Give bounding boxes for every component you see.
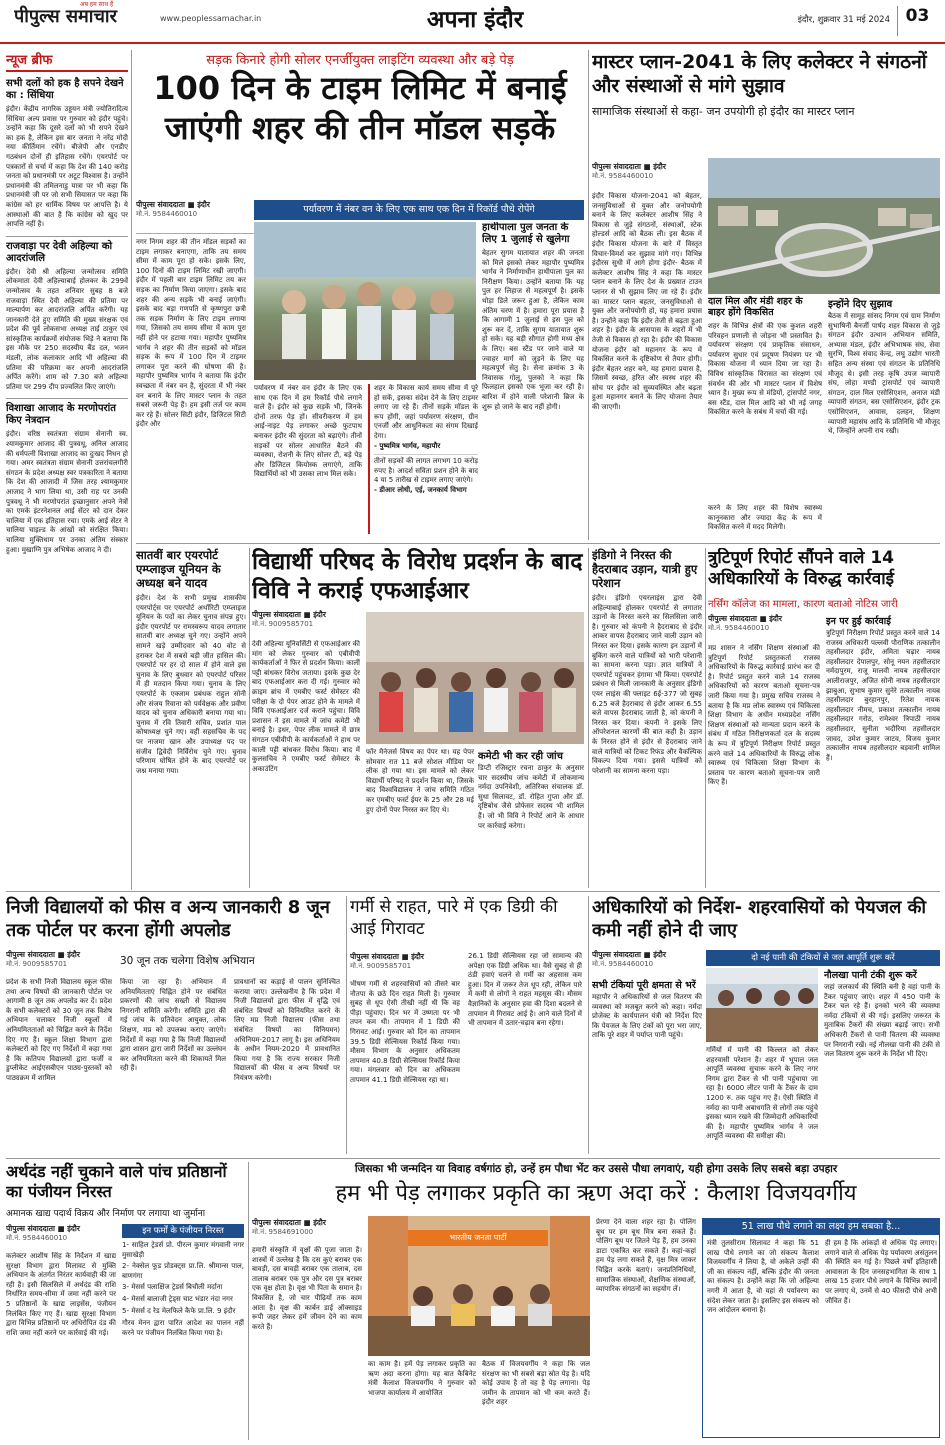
tax-list-head: इन फर्मों के पंजीयन निरस्त bbox=[122, 1224, 244, 1238]
tax-list-item: 4- मेसर्स बालाजी ट्रेड्स चाट भंडार नंदा नगर bbox=[122, 1294, 233, 1303]
logo-text: पीपुल्स समाचार bbox=[14, 6, 117, 27]
nursing-action-body: त्रुटिपूर्ण निरीक्षण रिपोर्ट प्रस्तुत करने वाले 14 राजस्व अधिकारी पल्लवी पौराणिक तत्कालीन तहसीलदार इंदौर, अमिता चढ़ार नायब तहसीलदार देपालपुर, सोनू नयन तहसीलदार नर्मदापुरम, राजू मालवी नायब तहसीलदार आलीराजपुर, अजित सोनी नायब तहसीलदार झाबुआ, सुभाष कुमार सुनेरे तत्कालीन नायब तहसीलदार बुरहानपुर, रितेश नायक तहसीलदार नीमच, प्रकाश तत्कालीन नायब तहसीलदार गरोठ, रामेश्वर त्रिपाठी नायब तहसीलदार, सुनीता भदौरिया तहसीलदार जावद, उमेश कुमार जाटव, विजय कुमार तत्कालीन नायब तहसीलदार बड़वानी शामिल हैं। bbox=[826, 629, 940, 762]
kailash-byline: पीपुल्स संवाददाता ■ इंदौर bbox=[252, 1218, 326, 1227]
water-headline: अधिकारियों को निर्देश- शहरवासियों को पेयजल की कमी नहीं होने दी जाए bbox=[592, 897, 927, 941]
brief-body-2: इंदौर। देवी श्री अहिल्या जन्मोत्सव समिति लोकमाता देवी अहिल्याबाई होलकर के 299वें जन्मोत्सव के तहत शनिवार सुबह 8 बजे राजवाड़ा स्थित देवी अहिल्या की प्रतिमा पर माल्यार्पण कर आदरांजलि अर्पित करेंगी। यह जानकारी देते हुए समिति की मुख्य संरक्षक एवं प्रदेश की पूर्व लोकसभा अध्यक्ष ताई ठाकुर एवं सांस्कृतिक कार्यक्रमों संयोजक भिड़े ने बताया कि इस मौके पर 250 सदस्यीय बैंड दल, भजन मंडली, लोक कलाकार आदि भी अहिल्या की प्रतिमा की परिक्रमा कर अपनी आदरांजलि अर्पित करेंगे। शाम को 7.30 बजे अहिल्या प्रतिमा पर 299 दीप प्रज्वलित किए जाएंगे। bbox=[6, 267, 128, 391]
story1-quote: शहर के विकास कार्य समय सीमा में पूरे हो सकें, इसका संदेश देने के लिए टाइमर लगाए जा रहे हैं। तीनों सड़के मॉडल के रूप होंगी, जहां पर्यावरण संरक्षण, ग्रीन एनर्जी और आधुनिकता का संगम दिखाई देगा। bbox=[374, 384, 478, 440]
weather-byline-box bbox=[350, 952, 460, 978]
master-plan-tail: करने के लिए शहर की विशेष स्वास्थ्य कानूनकारा और ज्यादा केंद्र के रूप में विकसित करने में मदद मिलेगी। bbox=[708, 504, 822, 532]
story1-col1: नगर निगम शहर की तीन मॉडल सड़कों का टाइम लगाकर बनाएगा, ताकि तय समय सीमा में काम पूरा हो सके। इसके लिए, 100 दिनों की टाइम लिमिट रखी जाएगी। इंदौर में पहली बार टाइम लिमिट तय कर सड़क का निर्माण किया जाएगा। इसके बाद शहर की अन्य सड़कें भी बनाई जाएंगी। इसके बाद बड़ा गणपति से कृष्णपुरा छत्री तक सड़क निर्माण के लिए टाइम लगाया गया, जिसको तय समय सीमा में काम पूरा नहीं होने पर हटाया गया। महापौर पुष्यमित्र भार्गव ने शहर की तीन सड़कों को मॉडल सड़क के रूप में 100 दिन में टाइमर लगाकर पूरा करने की घोषणा की है। महापौर पुष्यमित्र भार्गव ने बताया कि इंदौर स्वच्छता में नंबर वन है, सुंदरता में भी नंबर वन बनाने के लिए मास्टर प्लान के तहत सबसे जरूरी पेड़ हैं। हम इसी तर्ज पर काम कर रहे हैं। सोलर सिटी इंदौर, डिजिटल सिटी इंदौर और bbox=[136, 238, 246, 429]
story1-byline-box bbox=[136, 200, 256, 234]
kailash-box-head: 51 लाख पौधे लगाने का लक्ष्य हम सबका है... bbox=[703, 1219, 939, 1235]
tax-deck: अमानक खाद्य पदार्थ विक्रय और निर्माण पर लगाया था जुर्माना bbox=[6, 1209, 206, 1219]
water-meeting-art bbox=[706, 968, 818, 1042]
bjp-meeting-photo bbox=[368, 1216, 590, 1356]
brief-headline-3: विशाखा आजाद के मरणोपरांत किए नेत्रदान bbox=[6, 403, 116, 427]
kailash-byline-box bbox=[252, 1218, 362, 1244]
tax-list-item: 5- मेसर्स द रेड मेलफिले कैफे प्रा.लि. 9 इंदौर bbox=[122, 1306, 236, 1315]
brief-item-1 bbox=[6, 78, 128, 230]
water-side-box bbox=[824, 968, 940, 1152]
brief-body-1: इंदौर। केंद्रीय नागरिक उड्डयन मंत्री ज्योतिरादित्य सिंधिया अल्प प्रवास पर गुरुवार को इंदौर पहुंचे। उन्होंने कहा कि दूसरे दलों को भी सपने देखने का हक है, लेकिन इस बार जनता ने नरेंद्र मोदी नया कीर्तिमान रचेंगे। बीजेपी और एनडीए गठबंधन दोनों ही इतिहास रचेंगे। एयरपोर्ट पर पत्रकारों से चर्चा में कहा कि देश की 140 करोड़ जनता को प्रधानमंत्री पर अटूट विश्वास है। उन्होंने प्रधानमंत्री की तमिलनाडु यात्रा पर भी कहा कि प्रधानमंत्री जी पर जो सभी सियासत पर कहा कि कांग्रेस को हर धार्मिक विषय पर आपत्ति है। ये आस्थाओं की बात है कि कांग्रेस को खुद पर आपत्ति नहीं है। bbox=[6, 105, 128, 229]
section-title-text: अपना इंदौर bbox=[426, 7, 524, 33]
weather-headline: गर्मी से राहत, पारे में एक डिग्री की आई गिरावट bbox=[350, 897, 558, 939]
column-divider bbox=[346, 896, 347, 1154]
water-side-body: जहां जलकार्य की स्थिति बनी है वहां पानी के टैंकर पहुंचाए जाएं। शहर में 450 पानी के टैंकर चल रहे हैं। इनको भरने की व्यवस्था नर्मदा टंकियों से की गई। इसलिए जरूरत के मुताबिक टैंकरों की संख्या बढ़ाई जाए। सभी अधिकारी टैंकरों से पानी वितरण की व्यवस्था पर निगरानी रखें। नई नौलखा पानी की टंकी से जल वितरण शुरू करने के निर्देश भी दिए। bbox=[824, 983, 940, 1059]
airport-union-headline: सातवीं बार एयरपोर्ट एम्प्लाइज यूनियन के अध्यक्ष बने यादव bbox=[136, 548, 221, 590]
master-plan-mobile: मो.नं. 9584460010 bbox=[592, 172, 654, 180]
brief-headline-1: सभी दलों को हक है सपने देखने का : सिंधिया bbox=[6, 78, 124, 101]
kailash-col3: बैठक में विजयवर्गीय ने कहा कि जल संरक्षण का भी सबसे बड़ा स्रोत पेड़ है। यदि कोई उपाय है तो वह है पेड़ लगाना। पेड़ जमीन के तापमान को भी कम करते हैं। इंदौर शहर bbox=[482, 1360, 590, 1407]
story1-photo bbox=[254, 222, 476, 380]
nursing-action-head: इन पर हुई कार्रवाई bbox=[826, 616, 891, 627]
water-byline: पीपुल्स संवाददाता ■ इंदौर bbox=[592, 950, 666, 959]
kailash-col1: हमारी संस्कृति में वृक्षों की पूजा जाता है। शास्त्रों में उल्लेख है कि दस कुएं बराबर एक बावड़ी, दस बावड़ी बराबर एक तालाब, दस तालाब बराबर एक पुत्र और दस पुत्र बराबर एक वृक्ष होता है। वृक्ष भी पिता के समान है। विकसित है, जो चार पीढ़ियों तक काम आता है। वृक्ष की कार्बन डाई ऑक्साइड रूपी जहर लेकर हमें जीवन देने का काम करते हैं। bbox=[252, 1246, 362, 1331]
story-indigo bbox=[592, 548, 702, 888]
tax-list-item: 2- नेक्सेल फूड प्रोडक्ट्स प्रा.लि. श्रीमान्स पाल, बाणगंगा bbox=[122, 1262, 244, 1280]
master-plan-col1: इंदौर विकास योजना-2041 को बेहतर, जनसुविधाओं से युक्त और जनोपयोगी बनाने के लिए कलेक्टर आशीष सिंह ने विकास से जुड़े संगठनों, संस्थाओं, स्टेक होल्डर्स आदि को बैठक ली। इस बैठक में इंदौर विकास योजना के बारे में विस्तृत विचार-विमर्श कर सुझाव मांगे गए। विभिन्न इंदौरस सुधी में आगे होगा इंदौर- बैठक में कलेक्टर आशीष सिंह ने कहा कि मास्टर प्लान बनाने के लिए देश के प्रख्यात टाउन प्लानर से भी सुझाव लिए जा रहे हैं। इंदौर का मास्टर प्लान बहतर, जनसुविधाओं से युक्त और जनोपयोगी हो, यह हमारा प्रयास है। उन्होंने कहा कि इंदौर तेजी से बढ़ता हुआ शहर है। इंदौर के आसपास के शहरों में भी तेजी से विकास हो रहा है। इंदौर की विकास योजना इंदौर को महानगर के रूप में विकसित करने के दृष्टिकोण से तैयार होगी। इंदौर बेहतर शहर बने, यह हमारा प्रयास है, जिसमें स्वच्छ, हरित और स्वस्थ शहर की सोच पर इंदौर को सुव्यवस्थित और बढ़ता हुआ महानगर बनाने के लिए योजना तैयार की जाएगी। bbox=[592, 192, 702, 412]
column-divider bbox=[588, 548, 589, 888]
master-plan-headline: मास्टर प्लान-2041 के लिए कलेक्टर ने संगठनों और संस्थाओं से मांगे सुझाव bbox=[592, 51, 927, 97]
water-meeting-photo bbox=[706, 968, 818, 1042]
story1-banner: पर्यावरण में नंबर वन के लिए एक साथ एक दिन में रिकॉर्ड पौधे रोपेंगे bbox=[254, 200, 584, 220]
water-col1: गर्मियों में पानी की किल्लत को लेकर शहरवासी परेशान हैं। शहर में भूपाल जल आपूर्ति व्यवस्था सुचारू करने के लिए नगर निगम द्वारा टैंकर से भी पानी पहुंचाया जा रहा है। 6000 लीटर पानी के टैंकर के दाम 1200 रु. तक पहुंच गए हैं। ऐसी स्थिति में नर्मदा का पानी अबाधगति से लोगों तक पहुंचे इसका ध्यान रखने की जिम्मेदारी अधिकारियों की है। महापौर पुष्यमित्र भार्गव ने जल आपूर्ति व्यवस्था की समीक्षा की। bbox=[706, 1046, 818, 1141]
weather-col2: 26.1 डिग्री सेल्सियस रहा जो सामान्य की अपेक्षा एक डिग्री अधिक था। वैसे सुबह से ही ठंडी हवाएं चलने से गर्मी का अहसास कम हुआ। दिन में जरूर तेज धूप रही, लेकिन पारे में कमी से लोगों ने राहत महसूस की। मौसम वैज्ञानिकों के अनुसार हवा की दिशा बदलने से तापमान में गिरावट आई है। आने वाले दिनों में भी तापमान में उतार-चढ़ाव बना रहेगा। bbox=[468, 952, 582, 1028]
tax-byline-box bbox=[6, 1224, 116, 1250]
water-mobile: मो.नं. 9584460010 bbox=[592, 960, 654, 968]
vidyarthi-mobile: मो.नं. 9009585701 bbox=[252, 620, 314, 628]
master-plan-photo-caption: दाल मिल और मंडी शहर के बाहर होंगे विकसित bbox=[708, 296, 803, 318]
bridge-body: बेहतर सुगम यातायात शहर की जनता को मिले इसको लेकर महापौर पुष्यमित्र भार्गव ने निर्माणाधीन हाथीपाला पुल का निरीक्षण किया। उन्होंने बताया कि यह पुल हर लिहाज से महत्वपूर्ण है। इसके थोड़ा डिले जरूर हुआ है, लेकिन काम अंतिम चरण में है। हमारा पूरा प्रयास है कि आगामी 1 जुलाई से इस पुल को शुरू कर दें, ताकि सुगम यातायात शुरू हो सके। यह बड़ी सौगात होगी मध्य क्षेत्र के लिए। बस स्टैंड पर जाने वाले या ज्वाहर मार्ग को जुड़ने के लिए यह महत्वपूर्ण सेतु है। सेना क्रमांक 3 के निवासक गोलू, पुलको ने कहा कि फिलहाल इसको एक भूजा कर रही है। बारिश में होने वाली परेशानी ब्रिज के शुरू हो जाने के बाद नहीं होगी। bbox=[482, 249, 584, 411]
vidyarthi-byline: पीपुल्स संवाददाता ■ इंदौर bbox=[252, 610, 326, 619]
news-brief-column bbox=[6, 50, 128, 940]
vidyarthi-col2: फॉर मैनेजर्स विषय का पेपर था। यह पेपर सोमवार रात 11 बजे सोशल मीडिया पर लीक हो गया था। इस मामले को लेकर विद्यार्थी परिषद ने प्रदर्शन किया था, जिसके बाद विश्वविद्यालय ने जांच समिति गठित कर एमबीए फर्स्ट ईयर के 25 और 28 मई हुए दोनों पेपर निरस्त कर दिए थे। bbox=[366, 748, 474, 814]
protest-photo bbox=[366, 612, 584, 744]
airport-union-body: इंदौर। देश के सभी प्रमुख शासकीय एयरपोर्ट्स पर एयरपोर्ट अथॉरिटी एम्प्लाइज यूनियन के पदों का लेकर चुनाव संपन्न हुए। इंदौर एयरपोर्ट पर रामस्वरूप यादव लगातार सातवीं बार अध्यक्ष चुने गए। उन्होंने अपने सामने खड़े उम्मीदवार को 40 वोट से हराकर देश में सबसे बड़ी जीत हासिल की। एयरपोर्ट पर हर दो साल में होने वाले इस चुनाव के लिए बुधवार को एयरपोर्ट परिसर में ही मतदान किया गया। चुनाव के लिए एयरपोर्ट के एक्जाम प्रबंधक राहुल सोनी और संजय रिवाना को पर्यवेक्षक और प्रवीण यादव को चुनाव अधिकारी बनाया गया था। चुनाव में रवि तिवारी सचिव, प्रशांत पाल कोषाध्यक्ष चुने गए। वहीं सहसचिव के पद पर नाजमा खान और उपाध्यक्ष पद पर संजीव द्विवेदी निर्विरोध चुने गए। चुनाव परिणाम घोषित होने के बाद एयरपोर्ट पर जश्न मनाया गया। bbox=[136, 594, 246, 775]
story-weather bbox=[350, 896, 582, 1154]
story-model-roads bbox=[136, 50, 584, 540]
schools-headline: निजी विद्यालयों को फीस व अन्य जानकारी 8 जून तक पोर्टल पर करना होंगी अपलोड bbox=[6, 897, 330, 941]
master-plan-byline-box bbox=[592, 162, 702, 190]
nursing-deck: नर्सिंग कॉलेज का मामला, कारण बताओ नोटिस जारी bbox=[708, 599, 898, 610]
kailash-box-col2: ही हम है कि आंकड़ों से अधिक पेड़ लगाए। लगाने वाले से अधिक पेड़ पर्यावरण असंतुलन की स्थिति बन गई है। पिछले वर्षों इतिहासी आवासता के दिन जनसहभागिता के साथ 1 लाख 15 हजार पौधे लगाने के विभिन्न स्थानों पर लगाए थे, उनमें से 40 फीसदी पौधे अभी जीवित हैं। bbox=[825, 1239, 937, 1305]
water-col2-head: सभी टंकियां पूरी क्षमता से भरें bbox=[592, 980, 696, 991]
water-byline-box bbox=[592, 950, 702, 976]
weather-col1: भीषण गर्मी से शहरवासियों को तीसरे बार नौतपा के छठे दिन राहत मिली है। गुरुवार सुबह से धूप ऐसी तीखी नहीं थी कि वह पीड़ा पहुंचाए। दिन भर में उष्णता पर भी तपन कम थी। तापमान में 1 डिग्री की गिरावट आई। गुरुवार को दिन का तापमान 39.5 डिग्री सेल्सियस रिकॉर्ड किया गया। मौसम विभाग के अनुसार अधिकतम तापमान 40.8 डिग्री सेल्सियस रिकॉर्ड किया गया। मंगलवार को दिन का अधिकतम तापमान 41.1 डिग्री सेल्सियस रहा था। bbox=[350, 980, 460, 1084]
city-aerial-art bbox=[708, 158, 940, 294]
suggestions-sidebar bbox=[828, 296, 940, 540]
masthead-tagline: अब हम साथ हैं bbox=[80, 1, 114, 8]
masthead bbox=[0, 0, 945, 44]
bjp-photo-banner: भारतीय जनता पार्टी bbox=[408, 1230, 548, 1246]
bridge-sidebar bbox=[482, 222, 584, 540]
nursing-action-list bbox=[826, 614, 940, 886]
schools-subhead: 30 जून तक चलेगा विशेष अभियान bbox=[120, 955, 255, 967]
kailash-box-col1: मंत्री तुलसीराम सिलावट ने कहा कि 51 लाख पौधे लगाने का जो संकल्प कैलाश विजयवर्गीय ने लिया है, वो अकेले उन्हीं की जी का संकल्प नहीं, बल्कि इंदौर की जनता का संकल्प है। उन्होंने कहा कि जो अहिल्या नगरी में आता है, वो यहां से पर्यावरण का संदेश लेकर जाता है। इसलिए इस संकल्प को जन आंदोलन बनाना है। bbox=[707, 1239, 819, 1315]
committee-box bbox=[478, 748, 584, 886]
news-brief-title: न्यूज ब्रीफ bbox=[6, 50, 128, 72]
masthead-website[interactable]: www.peoplessamachar.in bbox=[160, 14, 262, 23]
kailash-col4: प्रेरणा देने वाला शहर रहा है। पोलिंग बूथ पर हम बूथ मित्र बना सकते हैं। पोलिंग बूथ पर जितने पेड़ हैं, हम उनका डाटा एकत्रित कर सकते हैं। कहां-कहां हम पेड़ लगा सकते हैं, वृक्ष मित्र जाकर चिह्नित करके बताएं। जनप्रतिनिधियों, सामाजिक संस्थाओं, शैक्षणिक संस्थाओं, व्यापारिक संगठनों का सहयोग लें। bbox=[596, 1218, 696, 1294]
schools-col1: प्रदेश के सभी निजी विद्यालय स्कूल फीस तथा अन्य विषयों की जानकारी पोर्टल पर आगामी 8 जून तक अपलोड कर दें। प्रदेश के सभी कलेक्टरों को 30 जून तक विशेष अभियान चलाकर निजी स्कूलों में अनियमितताओं को चिह्नित करने के निर्देश दिए गए हैं। स्कूल शिक्षा विभाग द्वारा कलेक्टरों को दिए गए निर्देशों में कहा गया है कि कतिपय विद्यालयों द्वारा फर्जी व डुप्लीकेट आईएसबीएन पाठ्य-पुस्तकों को पाठ्यक्रम में शामिल bbox=[6, 978, 112, 1082]
water-banner: दो नई पानी की टंकियों से जल आपूर्ति शुरू करें bbox=[706, 950, 940, 966]
tax-list-item: 3- मेसर्स पलाक्षिंज ट्रेडर्स बिचौली मर्दाना bbox=[122, 1283, 223, 1292]
city-aerial-photo bbox=[708, 158, 940, 294]
section-divider bbox=[6, 891, 940, 892]
kailash-headline: हम भी पेड़ लगाकर प्रकृति का ऋण अदा करें : कैलाश विजयवर्गीय bbox=[335, 1181, 857, 1206]
indigo-body: इंदौर। इंडिगो एयरलाइंस द्वारा देवी अहिल्याबाई होलकर एयरपोर्ट से लगातार उड़ानों के निरस्त करने का सिलसिला जारी है। गुरुवार को कंपनी ने हैदराबाद से इंदौर आकर वापस हैदराबाद जाने वाली उड़ान को निरस्त कर दिया। इसके कारण इन उड़ानों में बुकिंग करने वाले यात्रियों को भारी परेशानी का सामना करना पड़ा। ज्ञात यात्रियों ने एयरपोर्ट पहुंचकर हंगामा भी किया। एयरपोर्ट प्रबंधन से मिली जानकारी के अनुसार इंडिगो एयर लाइंस की फ्लाइट 6ई-377 जो सुबह 6.25 बजे हैदराबाद से इंदौर आकर 6.55 बजे वापस हैदराबाद जाती है, को कंपनी ने निरस्त कर दिया। कंपनी ने इसके लिए ऑपरेशनल कारणों की बात कही है। उड़ान के निरस्त होने से इंदौर से हैदराबाद जाने वाले यात्रियों को टिकट रिफंड और वैकल्पिक विकल्प दिया गया। इससे यात्रियों को परेशानी का सामना करना पड़ा। bbox=[592, 594, 702, 775]
story1-byline: पीपुल्स संवाददाता ■ इंदौर bbox=[136, 200, 210, 209]
committee-body: डिप्टी रजिस्ट्रार रचना ठाकुर के अनुसार चार सदस्यीय जांच कमेटी में लोकमान्य नर्मदा उपनिवेशी, अतिरिक्त संचालक डॉ. सुधा सिलावट, डॉ. रोहित गुप्ता और डॉ. दृष्टिबोध जैसे प्रोफेसर सदस्य भी शामिल हैं। जो भी विवि ने रिपोर्ट आने के आधार पर कार्रवाई करेगा। bbox=[478, 764, 584, 830]
schools-col2: किया जा रहा है। अभियान में अनियमितताएं चिह्नित होने पर संबंधित प्रकरणों की जांच सख्ती से विद्यालय निगरानी समिति करेगी। समिति द्वारा की गई जांच के प्रतिवेदन आयुक्त, लोक शिक्षण, मप्र को उपलब्ध कराए जाएंगे। निर्देशों में कहा गया है कि निजी विद्यालयों द्वारा शासन द्वारा जारी निर्देशों का उल्लंघन कर अनियमितता करने की शिकायतें मिल रही हैं। bbox=[120, 978, 226, 1073]
master-plan-col2: शहर के विभिन्न क्षेत्रों की एक कुशल शहरी परिवहन प्रणाली से जोड़ना भी प्रस्तावित है। पर्यावरण संरक्षण एवं प्राकृतिक संसाधन, पर्यावरण सुधार एवं प्रदूषण नियंत्रण पर भी विकास योजना में ध्यान दिया जा रहा है। विविध सांस्कृतिक विरासत का संरक्षण एवं संवर्धन की ओर भी मास्टर प्लान में विशेष ध्यान है। मुख्य रूप से मंडियों, ट्रांसपोर्ट नगर, बस स्टैंड, दाल मिल आदि को भी नई जगह विकसित करने के सबंध में चर्चा की गई। bbox=[708, 322, 822, 417]
story1-mobile: मो.नं. 9584460010 bbox=[136, 210, 198, 218]
nursing-byline-box bbox=[708, 614, 820, 640]
story-nursing bbox=[708, 548, 940, 888]
water-side-head: नौलखा पानी टंकी शुरू करें bbox=[824, 970, 917, 981]
vidyarthi-headline: विद्यार्थी परिषद के विरोध प्रदर्शन के बाद विवि ने कराई एफआईआर bbox=[252, 549, 583, 604]
brief-headline-2: राजवाड़ा पर देवी अहिल्या को आदरांजलि bbox=[6, 240, 113, 264]
brief-item-2 bbox=[6, 236, 128, 393]
column-divider bbox=[249, 548, 250, 888]
weather-mobile: मो.नं. 9009585701 bbox=[350, 962, 412, 970]
tax-mobile: मो.नं. 9584460010 bbox=[6, 1234, 68, 1242]
page-number: 03 bbox=[897, 6, 937, 36]
vidyarthi-col1: देवी अहिल्या यूनिवर्सिटी से एफआईआर की मांग को लेकर गुरुवार को एबीवीपी कार्यकर्ताओं ने फिर से प्रदर्शन किया। कालीं पट्टी बांधकर विरोध जताया। इसके कुछ देर बाद एफआईआर करा दी गई। गुरुवार को क्राइम ब्रांच में एमबीए फर्स्ट सेमेस्टर की परीक्षा के दो पेपर आउट होने के मामले में विवि एफआईआर दर्ज कराने पहुंचा। विवि प्रशासन ने इस मामले में जांच कमेटी भी बनाई है। इधर, पेपर लीक मामले में छात्र संगठन एबीवीपी के कार्यकर्ताओं ने हाथ पर काली पट्टी बांधकर विरोध किया। बाद में कुलसचिव ने एमबीए फर्स्ट सेमेस्टर के अकाउंटिंग bbox=[252, 640, 360, 773]
indigo-headline: इंडिगो ने निरस्त की हैदराबाद उड़ान, यात्री हुए परेशान bbox=[592, 548, 698, 590]
committee-head: कमेटी भी कर रही जांच bbox=[478, 751, 563, 762]
column-divider bbox=[705, 548, 706, 888]
story-water bbox=[592, 896, 940, 1154]
story1-quote-box bbox=[368, 384, 478, 534]
column-divider bbox=[248, 1162, 249, 1440]
brief-item-3 bbox=[6, 398, 128, 555]
nursing-headline: त्रुटिपूर्ण रिपोर्ट सौंपने वाले 14 अधिकारियों के विरुद्ध कार्रवाई bbox=[708, 548, 894, 589]
kailash-col2: का काम है। हमें पेड़ लगाकर प्रकृति का ऋण अदा करना होगा। यह बात कैबिनेट मंत्री कैलाश विजयवर्गीय ने गुरुवार को भाजपा कार्यालय में आयोजित bbox=[368, 1360, 476, 1397]
schools-byline: पीपुल्स संवाददाता ■ इंदौर bbox=[6, 950, 80, 959]
column-divider bbox=[588, 50, 589, 540]
story-private-schools bbox=[6, 896, 342, 1154]
bridge-headline: हाथीपाला पुल जनता के लिए 1 जुलाई से खुलेगा bbox=[482, 222, 570, 245]
protest-photo-art bbox=[366, 612, 584, 744]
water-col2-body: महापौर ने अधिकारियों से जल वितरण की व्यवस्था को मजबूत करने को कहा। नर्मदा प्रोजेक्ट के कार्यपालन यंत्री को निर्देश दिए कि पेयजल के लिए टंकों को पूरा भरा जाए, ताकि पूरे शहर में पर्याप्त पानी पहुंचे। bbox=[592, 993, 702, 1040]
tax-tail: गौरव मेनन द्वारा पारित आदेश का पालन नहीं करने पर पंजीयन निलंबित किया गया है। bbox=[122, 1319, 244, 1337]
story1-stats-by: - डीआर लोधी, एई, जनकार्य विभाग bbox=[374, 485, 467, 494]
story1-quote-by: - पुष्यमित्र भार्गव, महापौर bbox=[374, 441, 441, 450]
story-airport-union bbox=[136, 548, 246, 888]
nursing-col1: मप्र शासन ने नर्सिंग शिक्षण संस्थाओं की त्रुटिपूर्ण रिपोर्ट प्रस्तुतकर्ता राजस्व अधिकारियों के विरुद्ध कार्रवाई प्रारंभ कर दी है। रिपोर्ट प्रस्तुत करने वाले 14 राजस्व अधिकारियों को कारण बताओ सूचना-पत्र जारी किया गया है। प्रमुख सचिव राजस्व ने बताया है कि मप्र लोक स्वास्थ्य एवं चिकित्सा शिक्षा विभाग के अधीन मध्यप्रदेश नर्सिंग शिक्षण संस्थाओं को मान्यता प्रदान करने के संबंध में गठित निरीक्षणकर्ता दल के सदस्य के रूप में त्रुटिपूर्ण निरीक्षण रिपोर्ट प्रस्तुत करने वाले 14 अधिकारियों के विरुद्ध लोक स्वास्थ्य एवं चिकित्सा शिक्षा विभाग के प्रस्ताव पर कारण बताओ सूचना-पत्र जारी किए हैं। bbox=[708, 644, 820, 787]
water-col2-box bbox=[592, 978, 702, 1152]
story-kailash bbox=[252, 1162, 940, 1440]
brief-body-3: इंदौर। वरिष्ठ स्वतंत्रता संग्राम सेनानी स्व. श्यामकुमार आजाद की पुत्रवधू, अनिल आजाद की धर्मपत्नी विशाखा आजाद का दुःखद निधन हो गया। अमर स्वतंत्रता संग्राम सेनानी उत्तरांचलगीरी संगठन के प्रदेश अध्यक्ष स्वर पत्रकारिता ने बताया कि देश की आजादी में जिस तरह श्यामकुमार आजाद ने भाग लिया था, उसी राह पर उनकी पुत्रवधू ने भी मरणोपरांत इच्छानुसार अपने नेत्रों का एमके इंटरनेशनल आई सेंटर को दान देकर चालिया में एक इतिहास रचा। एमके आई सेंटर ने चालिया चाइल्ड के आंखों को संरक्षित किया। चालिया मुक्तिधाम पर उनका अंतिम संस्कार हुआ। मुखाग्नि पुत्र अभिषेक आजाद ने दी। bbox=[6, 430, 128, 554]
kailash-target-box bbox=[702, 1218, 940, 1438]
dateline: इंदौर, शुक्रवार 31 मई 2024 bbox=[797, 15, 890, 25]
story-master-plan bbox=[592, 50, 940, 540]
schools-byline-box bbox=[6, 950, 116, 976]
tax-list-item: 1- साहिल ट्रेडर्स प्रो. पीरत्न कुमार मंगवानी नगर मुसाखेड़ी bbox=[122, 1241, 244, 1259]
section-divider bbox=[136, 543, 940, 544]
nursing-mobile: मो.नं. 9584460010 bbox=[708, 624, 770, 632]
story1-headline: 100 दिन के टाइम लिमिट में बनाई जाएंगी शहर की तीन मॉडल सड़कें bbox=[153, 69, 567, 147]
section-divider bbox=[6, 1158, 940, 1159]
tax-list-box bbox=[122, 1224, 244, 1438]
nursing-byline: पीपुल्स संवाददाता ■ इंदौर bbox=[708, 614, 782, 623]
tax-body: कलेक्टर आशीष सिंह के निर्देशन में खाद्य सुरक्षा विभाग द्वारा मिलावट से मुक्ति अभियान के अंतर्गत निरंतर कार्यवाही की जा रही है। इसी सिलसिले में अर्थदंड की राशि निर्धारित समय-सीमा में जमा नहीं करने पर 5 प्रतिष्ठानों के खाद्य लाइसेंस, पंजीयन निलंबित किए गए हैं। खाद्य सुरक्षा विभाग द्वारा विभिन्न प्रतिष्ठानों पर अधिरोपित दंड की राशि जमा नहीं करने पर कार्रवाई की गई। bbox=[6, 1252, 116, 1337]
schools-col3: प्रावधानों का कड़ाई से पालन सुनिश्चित कराया जाए। उल्लेखनीय है कि प्रदेश में निजी विद्यालयों द्वारा फीस में वृद्धि एवं संबंधित विषयों को विनियमित करने के लिए मप्र निजी विद्यालय (फीस तथा संबंधित विषयों का विनियमन) अधिनियम-2017 लागू है। इस अधिनियम के अधीन नियम-2020 में प्रावधानित किया गया है कि राज्य सरकार निजी विद्यालयों की फीस व अन्य विषयों पर नियंत्रण करेगी। bbox=[234, 978, 340, 1082]
weather-byline: पीपुल्स संवाददाता ■ इंदौर bbox=[350, 952, 424, 961]
vidyarthi-byline-box bbox=[252, 610, 362, 638]
tax-headline: अर्थदंड नहीं चुकाने वाले पांच प्रतिष्ठानों का पंजीयन निरस्त bbox=[6, 1162, 227, 1201]
master-plan-deck: सामाजिक संस्थाओं से कहा- जन उपयोगी हो इंदौर का मास्टर प्लान bbox=[592, 105, 855, 118]
suggestions-body: बैठक में सामूह सांसद निगम एवं ग्राम निर्माण सुभाषिनी बैनर्जी पार्षद शहर विकास से जुड़े संगठन इंदौर उत्थान अभियान समिति, अभ्यास मंडल, इंदौर अभिभाषक संघ, सेवा सुरभि, विश्व संवाद केन्द्र, लघु उद्योग भारती सहित अन्य संस्था एवं संगठन के प्रतिनिधि मौजूद थे। इसी तरह कृषि उपज व्यापारी संघ, लोहा मण्डी ट्रांसपोर्ट एवं व्यापारी संगठन, दाल मिल एसोसिएशन, अनाज मंडी व्यापारी संगठन, बस एसोसिएशन, इंदौर ट्रक एसोसिएशन, आवास, दलहन, शिक्षण व्यापारी महासंघ आदि के प्रतिनिधि भी मौजूद थे, जिन्होंने अपनी राय रखी। bbox=[828, 312, 940, 436]
section-title bbox=[395, 2, 555, 34]
story1-col2: पर्यावरण में नंबर वन इंदौर के लिए एक साथ एक दिन में हम रिकॉर्ड पौधे लगाने वाले हैं। इंदौर को कुछ सड़कें भी, जिनके दोनों तरफ पेड़ हों। सीवरीकरण में हम आई-नाइट पेड़ लगाकर अच्छे फुटपाथ बनाकर इंदौर की सुंदरता को बढ़ाएंगे। तीनों सड़कों पर सोलर आधारित बैठने की व्यवस्था, रोशनी के लिए सोलर टी, बड़े पेड़ और डिजिटल कियोस्क लगाएंगे, ताकि विद्यार्थियों को भी उसका लाभ मिल सके। bbox=[254, 384, 362, 479]
bjp-meeting-art bbox=[368, 1216, 590, 1356]
story1-stats: तीनों सड़कों की लागत लगभग 10 करोड़ रुपए है। आदर्श सविता प्रशन होने के बाद 4 या 5 तारीख से टाइमर लगाए जाएंगे। bbox=[374, 454, 478, 486]
schools-mobile: मो.नं. 9009585701 bbox=[6, 960, 68, 968]
story1-photo-art bbox=[254, 222, 476, 380]
tax-byline: पीपुल्स संवाददाता ■ इंदौर bbox=[6, 1224, 80, 1233]
story1-kicker: सड़क किनारे होगी सोलर एनर्जीयुक्त लाइटिंग व्यवस्था और बड़े पेड़ bbox=[206, 53, 514, 68]
story-tax-default bbox=[6, 1162, 244, 1440]
column-divider bbox=[588, 896, 589, 1154]
suggestions-head: इन्होंने दिए सुझाव bbox=[828, 299, 893, 310]
kailash-kicker: जिसका भी जन्मदिन या विवाह वर्षगांठ हो, उन्हें हम पौधा भेंट कर उससे पौधा लगवाएं, यही होगा उसके लिए सबसे बड़ा उपहार bbox=[354, 1163, 838, 1175]
kailash-mobile: मो.नं. 9584691000 bbox=[252, 1228, 314, 1236]
story-vidyarthi bbox=[252, 548, 584, 888]
column-divider bbox=[131, 50, 132, 890]
master-plan-byline: पीपुल्स संवाददाता ■ इंदौर bbox=[592, 162, 666, 171]
